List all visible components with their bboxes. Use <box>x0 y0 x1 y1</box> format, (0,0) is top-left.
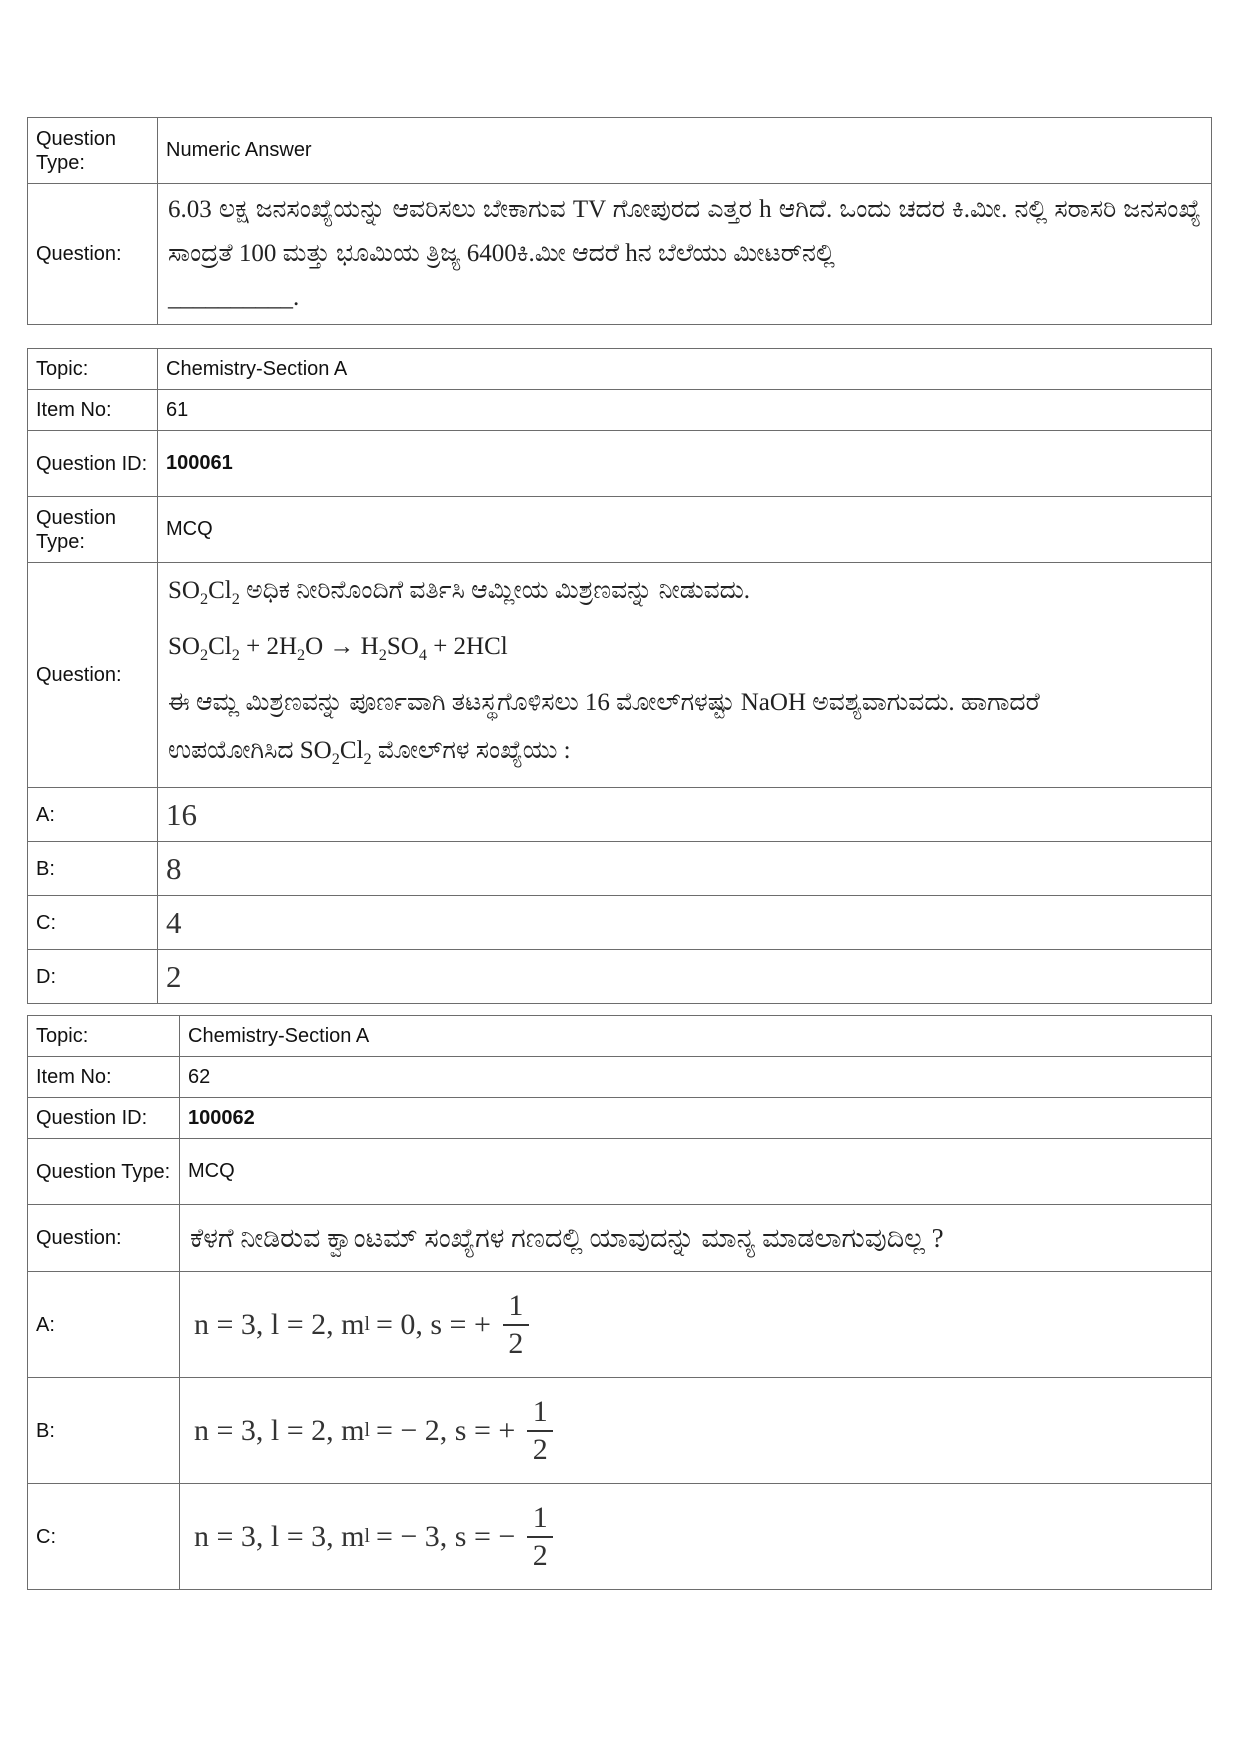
topic-label: Topic: <box>28 1016 180 1057</box>
question-id-cell <box>180 1098 1212 1139</box>
question-line-4-pre: ಉಪಯೋಗಿಸಿದ <box>168 737 294 764</box>
formula-so2cl2: $SO_2Cl_2$ <box>299 737 372 768</box>
item-no-label: Item No: <box>28 1057 180 1098</box>
subscript-l: l <box>364 1313 370 1335</box>
item-no-value: 61 <box>158 390 1212 431</box>
denominator: 2 <box>532 1538 548 1572</box>
option-d-value: 2 <box>158 950 1212 1004</box>
topic-label: Topic: <box>28 349 158 390</box>
question-text-cell <box>158 563 1212 788</box>
question-line-4-post: ಮೋಲ್‌ಗಳ ಸಂಖ್ಯೆಯು : <box>377 737 571 764</box>
subscript-l: l <box>364 1525 370 1547</box>
question-id-label: Question ID: <box>28 1098 180 1139</box>
question-line-3: ಈ ಆಮ್ಲ ಮಿಶ್ರಣವನ್ನು ಪೂರ್ಣವಾಗಿ ತಟಸ್ಥಗೊಳಿಸಲು 16 ಮೋಲ್‌ಗಳಷ್ಟು NaOH ಅವಶ್ಯವಾಗುವದು. ಹಾಗಾದರೆ <box>168 689 1040 716</box>
option-label: D: <box>28 950 158 1004</box>
question-label: Question: <box>28 184 158 325</box>
formula-part: n = 3, l = 2, m <box>194 1307 365 1341</box>
item-no-value: 62 <box>180 1057 1212 1098</box>
question-block-1 <box>27 117 1212 325</box>
question-label: Question: <box>28 1205 180 1272</box>
subscript-l: l <box>364 1419 370 1441</box>
question-type-label: Question Type: <box>28 1139 180 1205</box>
numerator: 1 <box>532 1394 548 1428</box>
option-c-value: 4 <box>158 896 1212 950</box>
topic-value: Chemistry-Section A <box>180 1016 1212 1057</box>
fraction <box>503 1288 529 1362</box>
formula-so2cl2: $SO_2Cl_2$ <box>168 577 240 608</box>
question-label: Question: <box>28 563 158 788</box>
fraction <box>527 1394 553 1468</box>
question-id-value: 100061 <box>166 452 233 474</box>
denominator: 2 <box>508 1326 524 1360</box>
option-label: A: <box>28 1272 180 1378</box>
numerator: 1 <box>508 1288 524 1322</box>
numerator: 1 <box>532 1500 548 1534</box>
option-c-value <box>180 1484 1212 1590</box>
option-b-value: 8 <box>158 842 1212 896</box>
question-type-label: Question Type: <box>28 118 158 184</box>
question-type-value: MCQ <box>180 1139 1212 1205</box>
question-text: 6.03 ಲಕ್ಷ ಜನಸಂಖ್ಯೆಯನ್ನು ಆವರಿಸಲು ಬೇಕಾಗುವ TV ಗೋಪುರದ ಎತ್ತರ h ಆಗಿದೆ. ಒಂದು ಚದರ ಕಿ.ಮೀ. ನಲ್ಲಿ ಸರಾಸರಿ ಜನಸಂಖ್ಯೆ ಸಾಂದ್ರತೆ 100 ಮತ್ತು ಭೂಮಿಯ ತ್ರಿಜ್ಯ 6400ಕಿ.ಮೀ ಆದರೆ hನ ಬೆಲೆಯು ಮೀಟರ್‌ನಲ್ಲಿ <box>168 196 1201 267</box>
question-type-label: Question Type: <box>28 497 158 563</box>
answer-blank: __________. <box>168 284 300 311</box>
question-id-cell <box>158 431 1212 497</box>
question-line-1: ಅಧಿಕ ನೀರಿನೊಂದಿಗೆ ವರ್ತಿಸಿ ಆಮ್ಲೀಯ ಮಿಶ್ರಣವನ್ನು ನೀಡುವದು. <box>246 577 751 604</box>
formula-part: n = 3, l = 3, m <box>194 1519 365 1553</box>
item-no-label: Item No: <box>28 390 158 431</box>
question-type-value: MCQ <box>158 497 1212 563</box>
formula-part: = − 3, s = − <box>375 1519 516 1553</box>
question-text: ಕೆಳಗೆ ನೀಡಿರುವ ಕ್ವಾಂಟಮ್ ಸಂಖ್ಯೆಗಳ ಗಣದಲ್ಲಿ ಯಾವುದನ್ನು ಮಾನ್ಯ ಮಾಡಲಾಗುವುದಿಲ್ಲ ? <box>190 1223 944 1253</box>
formula-part: = 0, s = + <box>375 1307 491 1341</box>
option-b-value <box>180 1378 1212 1484</box>
formula-part: = − 2, s = + <box>375 1413 516 1447</box>
fraction <box>527 1500 553 1574</box>
option-label: B: <box>28 842 158 896</box>
question-type-value: Numeric Answer <box>158 118 1212 184</box>
formula-part: n = 3, l = 2, m <box>194 1413 365 1447</box>
topic-value: Chemistry-Section A <box>158 349 1212 390</box>
option-a-value: 16 <box>158 788 1212 842</box>
question-text-cell <box>180 1205 1212 1272</box>
option-label: B: <box>28 1378 180 1484</box>
question-text-cell <box>158 184 1212 325</box>
question-id-label: Question ID: <box>28 431 158 497</box>
denominator: 2 <box>532 1432 548 1466</box>
option-a-value <box>180 1272 1212 1378</box>
option-label: A: <box>28 788 158 842</box>
question-block-2 <box>27 348 1212 1004</box>
question-block-3 <box>27 1015 1212 1590</box>
option-label: C: <box>28 1484 180 1590</box>
reaction-equation: $SO_2Cl_2 + 2H_2O \to H_2SO_4 + 2HCl$ <box>168 633 508 664</box>
question-id-value: 100062 <box>188 1106 255 1129</box>
option-label: C: <box>28 896 158 950</box>
